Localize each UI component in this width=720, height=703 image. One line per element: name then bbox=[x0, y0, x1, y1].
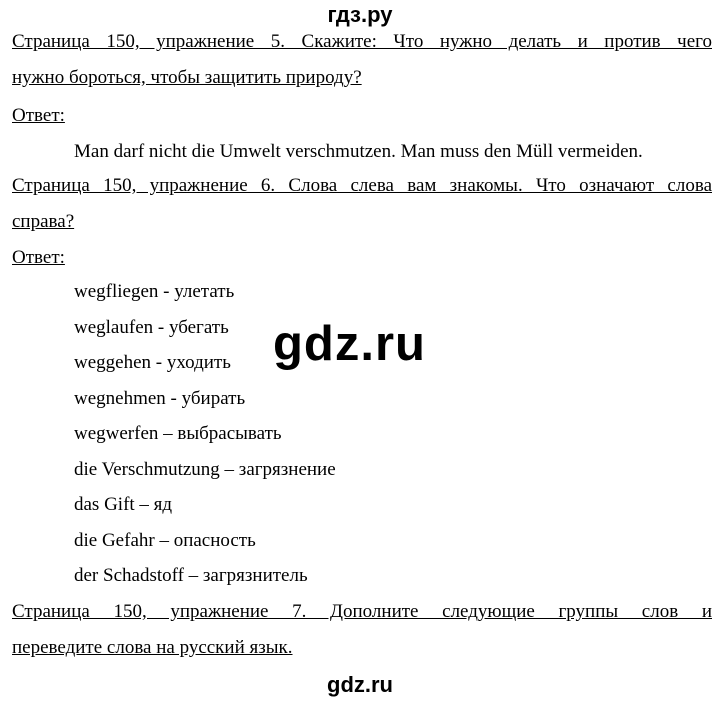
vocab-item-wegnehmen: wegnehmen - убирать bbox=[74, 387, 246, 409]
task-6-heading bbox=[12, 168, 712, 240]
vocab-item-weggehen: weggehen - уходить bbox=[74, 352, 231, 373]
task-6-line-1: Страница 150, упражнение 6. Слова слева вам знакомы. Что означают слова bbox=[12, 175, 712, 196]
vocab-item-wegwerfen: wegwerfen – выбрасывать bbox=[74, 423, 282, 444]
vocab-item-gift: das Gift – яд bbox=[74, 494, 173, 515]
task-5-line-2: нужно бороться, чтобы защитить природу? bbox=[12, 67, 362, 88]
task-5-answer-label: Ответ: bbox=[12, 105, 65, 126]
task-5-heading bbox=[12, 24, 712, 96]
task-7-line-1: Страница 150, упражнение 7. Дополните следующие группы слов и bbox=[12, 601, 712, 622]
task-6-answer-label: Ответ: bbox=[12, 247, 65, 268]
vocab-item-weglaufen: weglaufen - убегать bbox=[74, 316, 229, 338]
task-5-answer-text: Man darf nicht die Umwelt verschmutzen. Man muss den Müll vermeiden. bbox=[74, 141, 643, 162]
footer-site-name: gdz.ru bbox=[327, 672, 393, 697]
vocab-item-schadstoff: der Schadstoff – загрязнитель bbox=[74, 565, 308, 586]
vocab-item-wegfliegen: wegfliegen - улетать bbox=[74, 281, 235, 302]
task-5-line-1: Страница 150, упражнение 5. Скажите: Что нужно делать и против чего bbox=[12, 31, 712, 52]
watermark: gdz.ru bbox=[273, 317, 426, 371]
vocab-item-gefahr: die Gefahr – опасность bbox=[74, 529, 256, 551]
task-7-heading bbox=[12, 594, 712, 666]
site-header-title: гдз.ру bbox=[327, 2, 393, 27]
vocab-item-verschmutzung: die Verschmutzung – загрязнение bbox=[74, 458, 336, 480]
task-7-line-2: переведите слова на русский язык. bbox=[12, 637, 293, 658]
task-6-line-2: справа? bbox=[12, 211, 75, 232]
